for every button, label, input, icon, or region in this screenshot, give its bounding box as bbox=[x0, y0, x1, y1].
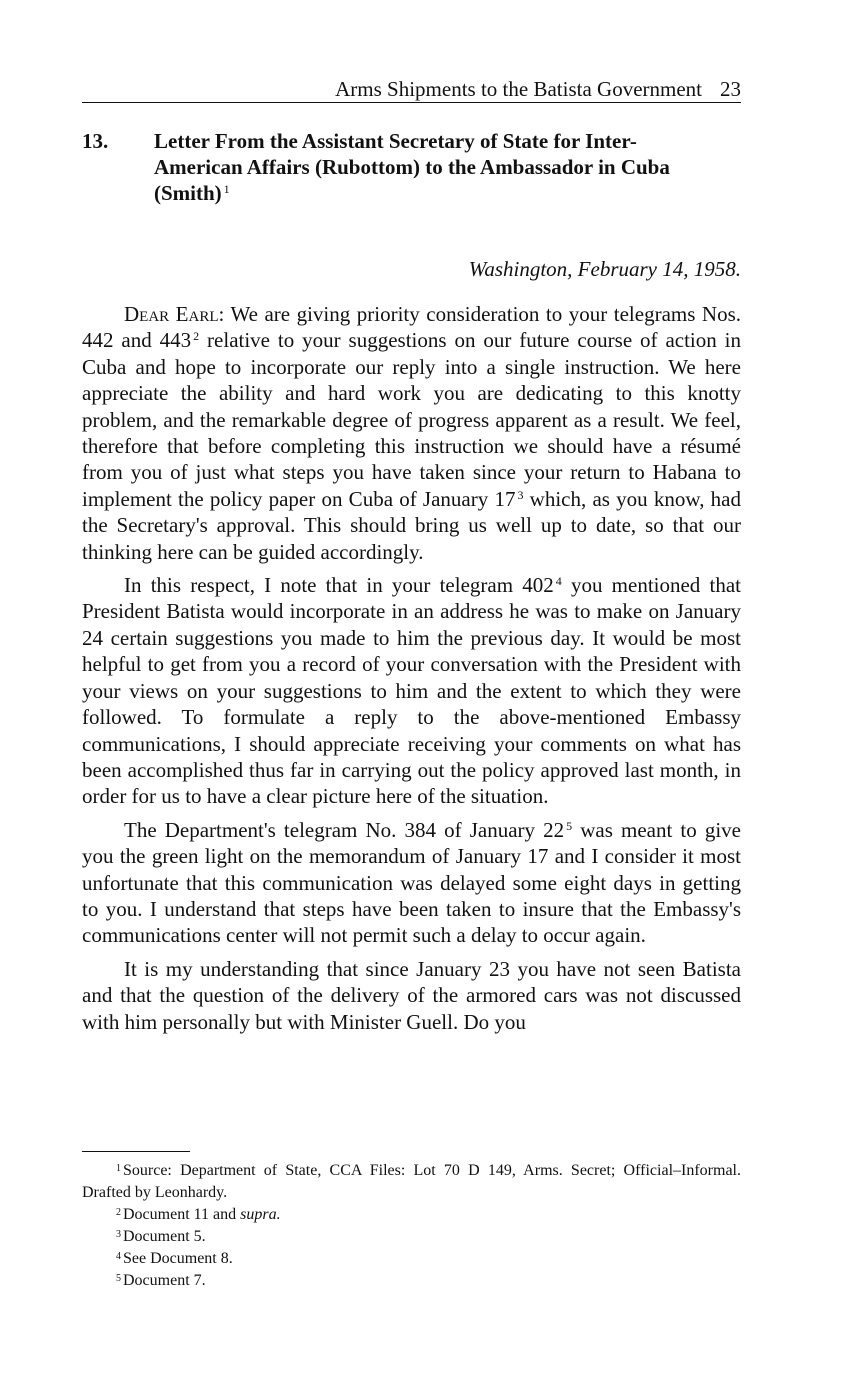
footnote-divider bbox=[82, 1151, 190, 1152]
footnote-text: Document 7. bbox=[123, 1272, 206, 1289]
footnote-text: See Document 8. bbox=[123, 1250, 233, 1267]
running-header bbox=[82, 76, 741, 103]
footnote-text: Document 5. bbox=[123, 1228, 206, 1245]
footnote bbox=[82, 1204, 741, 1226]
footnote bbox=[82, 1160, 741, 1204]
paragraph bbox=[82, 817, 741, 949]
footnote-marker: 2 bbox=[193, 329, 200, 344]
footnote-marker: 4 bbox=[555, 574, 562, 589]
footnote-number: 3 bbox=[116, 1229, 121, 1240]
paragraph bbox=[82, 572, 741, 810]
paragraph bbox=[82, 956, 741, 1035]
salutation: Dear Earl: bbox=[124, 302, 225, 326]
document-title bbox=[154, 128, 714, 206]
footnote-text: Source: Department of State, CCA Files: Lot 70 D 149, Arms. Secret; Official–Informal. Drafted by Leonhardy. bbox=[82, 1162, 741, 1201]
footnote-marker: 3 bbox=[517, 487, 524, 502]
paragraph-text: In this respect, I note that in your telegram 402 bbox=[124, 573, 554, 598]
footnotes bbox=[82, 1160, 741, 1292]
page-number: 23 bbox=[720, 77, 741, 101]
footnote-italic-text: supra. bbox=[240, 1206, 281, 1223]
footnote bbox=[82, 1248, 741, 1270]
paragraph-text: was meant to give you the green light on the memorandum of January 17 and I consider it most unfortunate that this communication was delayed some eight days in getting to you. I understand that steps have been taken to insure that the Embassy's communications center will not permit such a delay to occur again. bbox=[82, 817, 741, 948]
running-title: Arms Shipments to the Batista Government bbox=[335, 77, 702, 101]
paragraph bbox=[82, 301, 741, 565]
footnote-number: 5 bbox=[116, 1273, 121, 1284]
footnote bbox=[82, 1270, 741, 1292]
paragraph-text: which, as you know, had the Secretary's approval. This should bring us well up to date, so that our thinking here can be guided accordingly. bbox=[82, 486, 741, 564]
footnote-marker: 5 bbox=[566, 818, 573, 833]
paragraph-text: relative to your suggestions on our future course of action in Cuba and hope to incorporate our reply into a single instruction. We here appreciate the ability and hard work you are dedicating to this knotty problem, and the remarkable degree of progress apparent as a result. We feel, therefore that before completing this instruction we should have a résumé from you of just what steps you have taken since your return to Habana to implement the policy paper on Cuba of January 17 bbox=[82, 328, 741, 511]
paragraph-text: It is my understanding that since January 23 you have not seen Batista and that the question of the delivery of the armored cars was not discussed with him personally but with Minister Guell. Do you bbox=[82, 956, 741, 1034]
footnote-marker: 1 bbox=[223, 182, 230, 196]
footnote-number: 1 bbox=[116, 1163, 121, 1174]
paragraph-text: We are giving priority consideration to your telegrams Nos. 442 and 443 bbox=[82, 302, 741, 353]
letter-body bbox=[82, 301, 741, 1042]
footnote-text: Document 11 and bbox=[123, 1206, 241, 1223]
footnote bbox=[82, 1226, 741, 1248]
footnote-number: 2 bbox=[116, 1207, 121, 1218]
paragraph-text: The Department's telegram No. 384 of January 22 bbox=[124, 817, 565, 842]
footnote-number: 4 bbox=[116, 1251, 121, 1262]
document-number: 13. bbox=[82, 129, 109, 153]
document-title-text: Letter From the Assistant Secretary of State for Inter-American Affairs (Rubottom) to the Ambassador in Cuba (Smith) bbox=[154, 129, 670, 205]
document-heading bbox=[82, 128, 741, 206]
dateline: Washington, February 14, 1958. bbox=[468, 257, 741, 281]
paragraph-text: you mentioned that President Batista would incorporate in an address he was to make on January 24 certain suggestions you made to him the previous day. It would be most helpful to get from you a record of your conversation with the President with your views on your suggestions to him and the extent to which they were followed. To formulate a reply to the above-mentioned Embassy communications, I should appreciate receiving your comments on what has been accomplished thus far in carrying out the policy approved last month, in order for us to have a clear picture here of the situation. bbox=[82, 573, 741, 809]
